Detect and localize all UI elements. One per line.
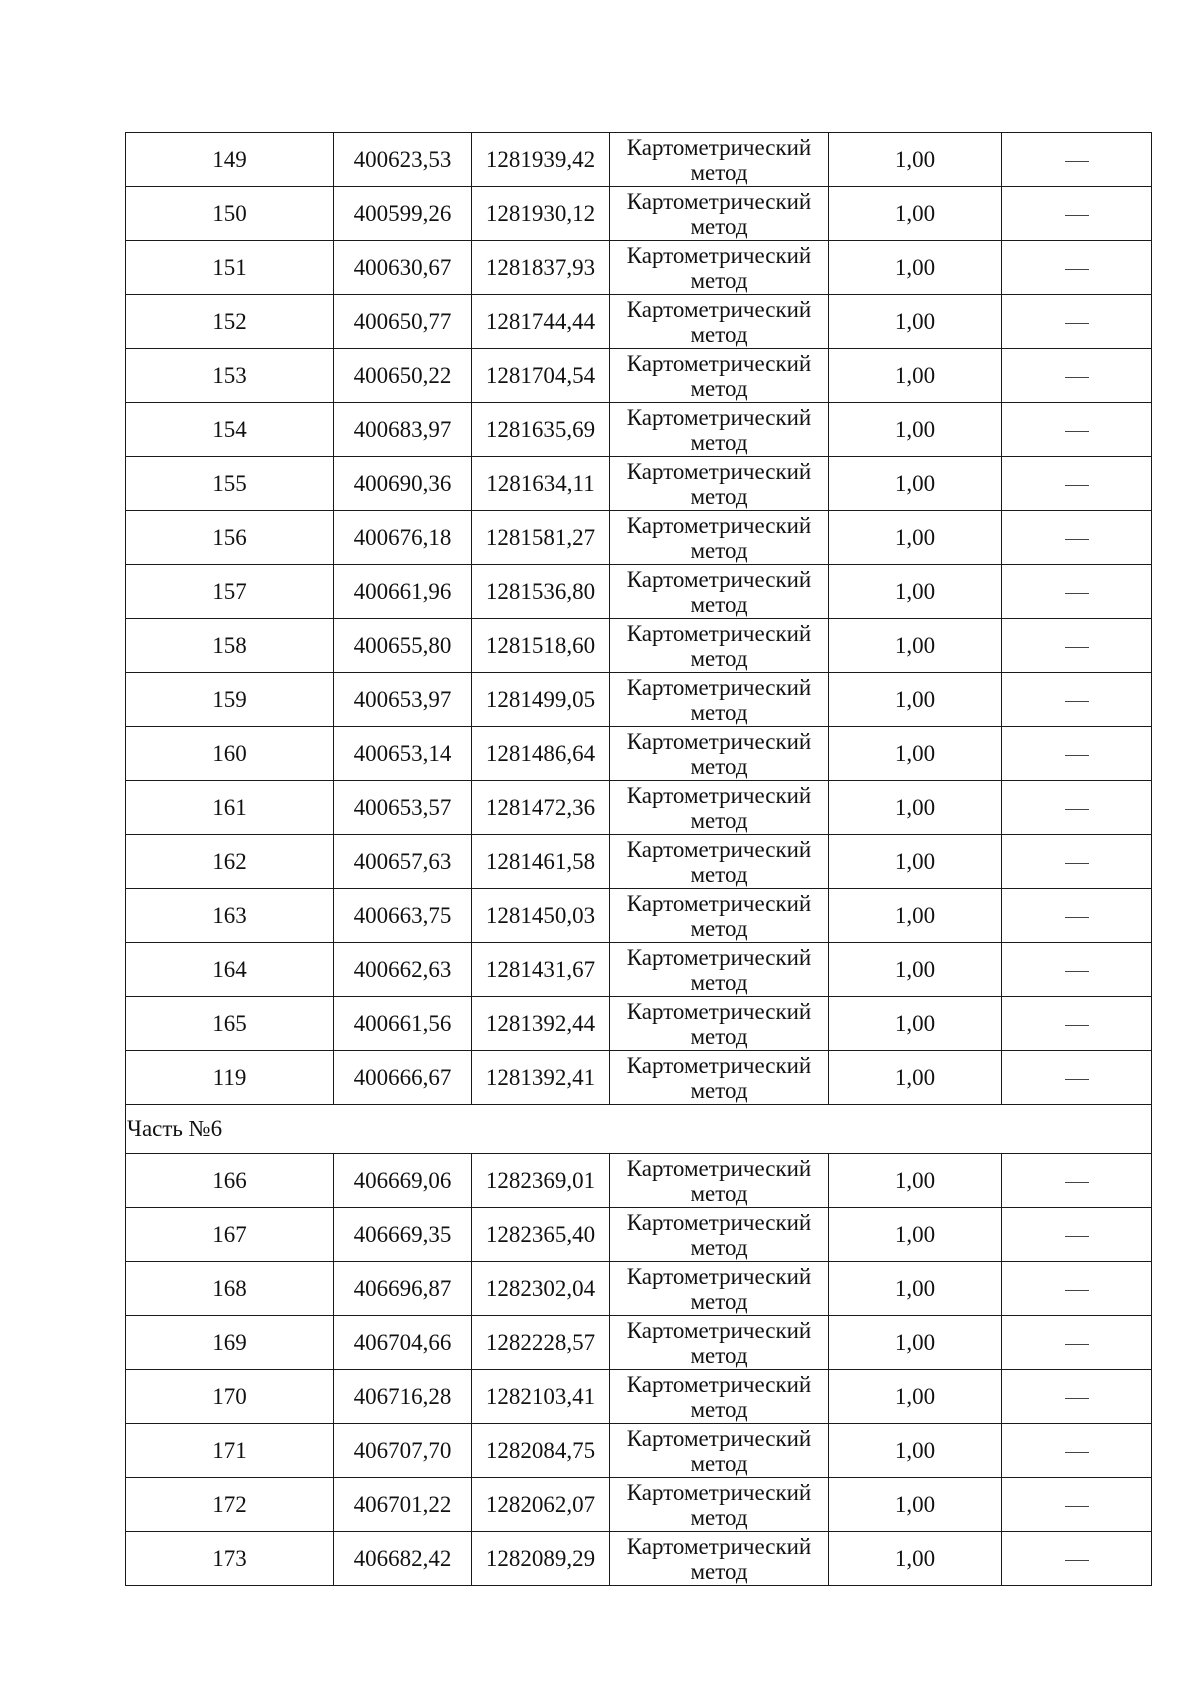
method-line-1: Картометрический xyxy=(626,296,812,322)
dash-mark xyxy=(1065,323,1089,324)
note-cell xyxy=(1002,349,1152,403)
accuracy-cell: 1,00 xyxy=(829,619,1002,673)
y-coordinate-cell: 1281837,93 xyxy=(472,241,610,295)
x-coordinate-cell: 406696,87 xyxy=(334,1262,472,1316)
note-cell xyxy=(1002,565,1152,619)
method-line-1: Картометрический xyxy=(626,404,812,430)
x-coordinate-cell: 400650,22 xyxy=(334,349,472,403)
dash-mark xyxy=(1065,593,1089,594)
method-cell xyxy=(610,1370,829,1424)
point-number-cell: 162 xyxy=(126,835,334,889)
x-coordinate-cell: 406701,22 xyxy=(334,1478,472,1532)
accuracy-cell: 1,00 xyxy=(829,1478,1002,1532)
x-coordinate-cell: 400676,18 xyxy=(334,511,472,565)
method-line-2: метод xyxy=(690,645,748,671)
note-cell xyxy=(1002,1370,1152,1424)
table-row xyxy=(126,565,1152,619)
table-row xyxy=(126,619,1152,673)
dash-mark xyxy=(1065,269,1089,270)
table-row xyxy=(126,727,1152,781)
accuracy-cell: 1,00 xyxy=(829,187,1002,241)
method-line-1: Картометрический xyxy=(626,458,812,484)
x-coordinate-cell: 400630,67 xyxy=(334,241,472,295)
note-cell xyxy=(1002,835,1152,889)
method-line-2: метод xyxy=(690,1342,748,1368)
method-line-1: Картометрический xyxy=(626,1052,812,1078)
method-line-2: метод xyxy=(690,429,748,455)
x-coordinate-cell: 400655,80 xyxy=(334,619,472,673)
accuracy-cell: 1,00 xyxy=(829,403,1002,457)
table-row xyxy=(126,241,1152,295)
dash-mark xyxy=(1065,1182,1089,1183)
note-cell xyxy=(1002,673,1152,727)
table-row xyxy=(126,835,1152,889)
table-row xyxy=(126,1532,1152,1586)
method-cell xyxy=(610,781,829,835)
dash-mark xyxy=(1065,809,1089,810)
point-number-cell: 173 xyxy=(126,1532,334,1586)
point-number-cell: 170 xyxy=(126,1370,334,1424)
accuracy-cell: 1,00 xyxy=(829,349,1002,403)
coordinates-table-body xyxy=(126,133,1152,1586)
point-number-cell: 171 xyxy=(126,1424,334,1478)
y-coordinate-cell: 1282084,75 xyxy=(472,1424,610,1478)
dash-mark xyxy=(1065,1079,1089,1080)
method-cell xyxy=(610,889,829,943)
method-line-2: метод xyxy=(690,1077,748,1103)
dash-mark xyxy=(1065,1025,1089,1026)
table-row xyxy=(126,133,1152,187)
y-coordinate-cell: 1282365,40 xyxy=(472,1208,610,1262)
y-coordinate-cell: 1282369,01 xyxy=(472,1154,610,1208)
point-number-cell: 156 xyxy=(126,511,334,565)
dash-mark xyxy=(1065,971,1089,972)
method-line-2: метод xyxy=(690,537,748,563)
x-coordinate-cell: 400653,14 xyxy=(334,727,472,781)
table-row xyxy=(126,457,1152,511)
method-line-1: Картометрический xyxy=(626,836,812,862)
point-number-cell: 172 xyxy=(126,1478,334,1532)
table-row xyxy=(126,781,1152,835)
x-coordinate-cell: 400653,97 xyxy=(334,673,472,727)
method-cell xyxy=(610,1208,829,1262)
method-line-2: метод xyxy=(690,1288,748,1314)
method-cell xyxy=(610,727,829,781)
x-coordinate-cell: 400599,26 xyxy=(334,187,472,241)
point-number-cell: 169 xyxy=(126,1316,334,1370)
point-number-cell: 158 xyxy=(126,619,334,673)
x-coordinate-cell: 400650,77 xyxy=(334,295,472,349)
method-line-2: метод xyxy=(690,915,748,941)
accuracy-cell: 1,00 xyxy=(829,1262,1002,1316)
method-line-2: метод xyxy=(690,1396,748,1422)
table-row xyxy=(126,1262,1152,1316)
accuracy-cell: 1,00 xyxy=(829,1424,1002,1478)
x-coordinate-cell: 406716,28 xyxy=(334,1370,472,1424)
note-cell xyxy=(1002,889,1152,943)
method-line-1: Картометрический xyxy=(626,1533,812,1559)
dash-mark xyxy=(1065,917,1089,918)
accuracy-cell: 1,00 xyxy=(829,511,1002,565)
point-number-cell: 153 xyxy=(126,349,334,403)
point-number-cell: 157 xyxy=(126,565,334,619)
method-line-1: Картометрический xyxy=(626,1479,812,1505)
accuracy-cell: 1,00 xyxy=(829,1208,1002,1262)
method-line-1: Картометрический xyxy=(626,1317,812,1343)
note-cell xyxy=(1002,295,1152,349)
table-row xyxy=(126,1370,1152,1424)
x-coordinate-cell: 400661,96 xyxy=(334,565,472,619)
table-row xyxy=(126,943,1152,997)
y-coordinate-cell: 1281450,03 xyxy=(472,889,610,943)
point-number-cell: 168 xyxy=(126,1262,334,1316)
y-coordinate-cell: 1281499,05 xyxy=(472,673,610,727)
table-row xyxy=(126,1051,1152,1105)
dash-mark xyxy=(1065,1452,1089,1453)
method-line-2: метод xyxy=(690,1234,748,1260)
accuracy-cell: 1,00 xyxy=(829,241,1002,295)
method-cell xyxy=(610,403,829,457)
x-coordinate-cell: 406682,42 xyxy=(334,1532,472,1586)
table-row xyxy=(126,997,1152,1051)
table-row xyxy=(126,1316,1152,1370)
method-line-1: Картометрический xyxy=(626,188,812,214)
x-coordinate-cell: 400623,53 xyxy=(334,133,472,187)
dash-mark xyxy=(1065,1560,1089,1561)
table-row xyxy=(126,187,1152,241)
method-line-2: метод xyxy=(690,699,748,725)
point-number-cell: 155 xyxy=(126,457,334,511)
method-cell xyxy=(610,1532,829,1586)
note-cell xyxy=(1002,943,1152,997)
method-line-1: Картометрический xyxy=(626,242,812,268)
x-coordinate-cell: 406669,06 xyxy=(334,1154,472,1208)
method-cell xyxy=(610,241,829,295)
method-cell xyxy=(610,673,829,727)
point-number-cell: 161 xyxy=(126,781,334,835)
accuracy-cell: 1,00 xyxy=(829,1051,1002,1105)
point-number-cell: 166 xyxy=(126,1154,334,1208)
point-number-cell: 165 xyxy=(126,997,334,1051)
method-line-1: Картометрический xyxy=(626,350,812,376)
x-coordinate-cell: 400683,97 xyxy=(334,403,472,457)
point-number-cell: 119 xyxy=(126,1051,334,1105)
y-coordinate-cell: 1281392,44 xyxy=(472,997,610,1051)
accuracy-cell: 1,00 xyxy=(829,673,1002,727)
note-cell xyxy=(1002,727,1152,781)
accuracy-cell: 1,00 xyxy=(829,727,1002,781)
method-cell xyxy=(610,1154,829,1208)
method-line-1: Картометрический xyxy=(626,620,812,646)
dash-mark xyxy=(1065,863,1089,864)
method-line-2: метод xyxy=(690,1023,748,1049)
method-cell xyxy=(610,187,829,241)
accuracy-cell: 1,00 xyxy=(829,997,1002,1051)
table-row xyxy=(126,1154,1152,1208)
table-row xyxy=(126,1208,1152,1262)
x-coordinate-cell: 400666,67 xyxy=(334,1051,472,1105)
point-number-cell: 154 xyxy=(126,403,334,457)
accuracy-cell: 1,00 xyxy=(829,1154,1002,1208)
method-cell xyxy=(610,997,829,1051)
point-number-cell: 159 xyxy=(126,673,334,727)
accuracy-cell: 1,00 xyxy=(829,1532,1002,1586)
method-cell xyxy=(610,511,829,565)
accuracy-cell: 1,00 xyxy=(829,1316,1002,1370)
method-cell xyxy=(610,1424,829,1478)
note-cell xyxy=(1002,1478,1152,1532)
accuracy-cell: 1,00 xyxy=(829,133,1002,187)
accuracy-cell: 1,00 xyxy=(829,943,1002,997)
method-cell xyxy=(610,457,829,511)
method-line-2: метод xyxy=(690,213,748,239)
dash-mark xyxy=(1065,647,1089,648)
section-label: Часть №6 xyxy=(126,1105,1152,1154)
method-line-2: метод xyxy=(690,1558,748,1584)
method-line-2: метод xyxy=(690,969,748,995)
dash-mark xyxy=(1065,1398,1089,1399)
method-cell xyxy=(610,1478,829,1532)
method-line-2: метод xyxy=(690,591,748,617)
method-line-1: Картометрический xyxy=(626,782,812,808)
accuracy-cell: 1,00 xyxy=(829,295,1002,349)
x-coordinate-cell: 406704,66 xyxy=(334,1316,472,1370)
note-cell xyxy=(1002,781,1152,835)
point-number-cell: 151 xyxy=(126,241,334,295)
dash-mark xyxy=(1065,161,1089,162)
note-cell xyxy=(1002,187,1152,241)
method-line-1: Картометрический xyxy=(626,566,812,592)
point-number-cell: 167 xyxy=(126,1208,334,1262)
y-coordinate-cell: 1281392,41 xyxy=(472,1051,610,1105)
method-cell xyxy=(610,565,829,619)
note-cell xyxy=(1002,1532,1152,1586)
method-line-1: Картометрический xyxy=(626,1155,812,1181)
method-cell xyxy=(610,1051,829,1105)
method-line-2: метод xyxy=(690,375,748,401)
method-line-2: метод xyxy=(690,483,748,509)
x-coordinate-cell: 400661,56 xyxy=(334,997,472,1051)
y-coordinate-cell: 1281744,44 xyxy=(472,295,610,349)
dash-mark xyxy=(1065,215,1089,216)
dash-mark xyxy=(1065,1506,1089,1507)
dash-mark xyxy=(1065,1236,1089,1237)
note-cell xyxy=(1002,1154,1152,1208)
method-cell xyxy=(610,1316,829,1370)
dash-mark xyxy=(1065,1290,1089,1291)
note-cell xyxy=(1002,1051,1152,1105)
table-row xyxy=(126,295,1152,349)
method-line-1: Картометрический xyxy=(626,998,812,1024)
method-line-1: Картометрический xyxy=(626,1263,812,1289)
y-coordinate-cell: 1281536,80 xyxy=(472,565,610,619)
y-coordinate-cell: 1282062,07 xyxy=(472,1478,610,1532)
x-coordinate-cell: 400662,63 xyxy=(334,943,472,997)
y-coordinate-cell: 1281472,36 xyxy=(472,781,610,835)
table-row xyxy=(126,1424,1152,1478)
y-coordinate-cell: 1281939,42 xyxy=(472,133,610,187)
method-line-1: Картометрический xyxy=(626,1209,812,1235)
method-cell xyxy=(610,943,829,997)
note-cell xyxy=(1002,1208,1152,1262)
dash-mark xyxy=(1065,377,1089,378)
method-line-2: метод xyxy=(690,321,748,347)
method-cell xyxy=(610,1262,829,1316)
note-cell xyxy=(1002,133,1152,187)
table-row xyxy=(126,1478,1152,1532)
method-line-2: метод xyxy=(690,861,748,887)
dash-mark xyxy=(1065,701,1089,702)
table-row xyxy=(126,349,1152,403)
x-coordinate-cell: 406707,70 xyxy=(334,1424,472,1478)
note-cell xyxy=(1002,1316,1152,1370)
method-line-2: метод xyxy=(690,807,748,833)
table-row xyxy=(126,673,1152,727)
accuracy-cell: 1,00 xyxy=(829,889,1002,943)
method-line-1: Картометрический xyxy=(626,728,812,754)
y-coordinate-cell: 1282103,41 xyxy=(472,1370,610,1424)
y-coordinate-cell: 1281486,64 xyxy=(472,727,610,781)
note-cell xyxy=(1002,1262,1152,1316)
x-coordinate-cell: 400653,57 xyxy=(334,781,472,835)
method-cell xyxy=(610,835,829,889)
point-number-cell: 163 xyxy=(126,889,334,943)
y-coordinate-cell: 1281431,67 xyxy=(472,943,610,997)
note-cell xyxy=(1002,1424,1152,1478)
y-coordinate-cell: 1281930,12 xyxy=(472,187,610,241)
x-coordinate-cell: 406669,35 xyxy=(334,1208,472,1262)
point-number-cell: 149 xyxy=(126,133,334,187)
accuracy-cell: 1,00 xyxy=(829,781,1002,835)
point-number-cell: 150 xyxy=(126,187,334,241)
method-cell xyxy=(610,619,829,673)
y-coordinate-cell: 1282302,04 xyxy=(472,1262,610,1316)
method-line-1: Картометрический xyxy=(626,674,812,700)
accuracy-cell: 1,00 xyxy=(829,457,1002,511)
section-row xyxy=(126,1105,1152,1154)
method-line-2: метод xyxy=(690,1180,748,1206)
point-number-cell: 164 xyxy=(126,943,334,997)
dash-mark xyxy=(1065,755,1089,756)
table-row xyxy=(126,403,1152,457)
method-line-1: Картометрический xyxy=(626,512,812,538)
method-line-1: Картометрический xyxy=(626,134,812,160)
method-cell xyxy=(610,295,829,349)
note-cell xyxy=(1002,403,1152,457)
note-cell xyxy=(1002,457,1152,511)
method-line-1: Картометрический xyxy=(626,944,812,970)
method-line-1: Картометрический xyxy=(626,1371,812,1397)
note-cell xyxy=(1002,511,1152,565)
point-number-cell: 152 xyxy=(126,295,334,349)
method-line-2: метод xyxy=(690,753,748,779)
dash-mark xyxy=(1065,431,1089,432)
accuracy-cell: 1,00 xyxy=(829,1370,1002,1424)
x-coordinate-cell: 400657,63 xyxy=(334,835,472,889)
note-cell xyxy=(1002,241,1152,295)
y-coordinate-cell: 1281635,69 xyxy=(472,403,610,457)
y-coordinate-cell: 1281581,27 xyxy=(472,511,610,565)
accuracy-cell: 1,00 xyxy=(829,835,1002,889)
dash-mark xyxy=(1065,1344,1089,1345)
y-coordinate-cell: 1282089,29 xyxy=(472,1532,610,1586)
method-line-2: метод xyxy=(690,267,748,293)
point-number-cell: 160 xyxy=(126,727,334,781)
y-coordinate-cell: 1281461,58 xyxy=(472,835,610,889)
y-coordinate-cell: 1281518,60 xyxy=(472,619,610,673)
y-coordinate-cell: 1281704,54 xyxy=(472,349,610,403)
note-cell xyxy=(1002,997,1152,1051)
accuracy-cell: 1,00 xyxy=(829,565,1002,619)
method-cell xyxy=(610,349,829,403)
x-coordinate-cell: 400690,36 xyxy=(334,457,472,511)
dash-mark xyxy=(1065,539,1089,540)
table-row xyxy=(126,511,1152,565)
method-line-2: метод xyxy=(690,1504,748,1530)
dash-mark xyxy=(1065,485,1089,486)
y-coordinate-cell: 1282228,57 xyxy=(472,1316,610,1370)
coordinates-table xyxy=(125,132,1152,1586)
table-row xyxy=(126,889,1152,943)
method-line-1: Картометрический xyxy=(626,1425,812,1451)
method-cell xyxy=(610,133,829,187)
y-coordinate-cell: 1281634,11 xyxy=(472,457,610,511)
method-line-2: метод xyxy=(690,1450,748,1476)
note-cell xyxy=(1002,619,1152,673)
x-coordinate-cell: 400663,75 xyxy=(334,889,472,943)
method-line-1: Картометрический xyxy=(626,890,812,916)
method-line-2: метод xyxy=(690,159,748,185)
